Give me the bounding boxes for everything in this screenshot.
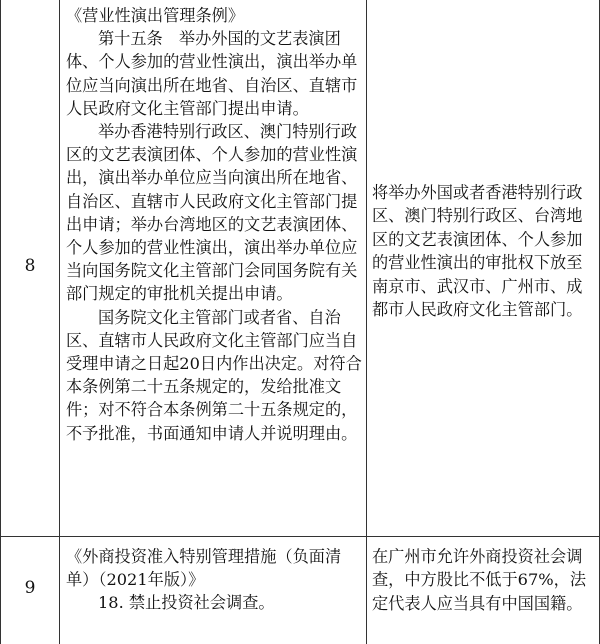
column-divider-2 <box>366 0 367 644</box>
law-paragraph: 举办香港特别行政区、澳门特别行政区的文艺表演团体、个人参加的营业性演出，演出举办单位应当向演出所在地省、自治区、直辖市人民政府文化主管部门提出申请；举办台湾地区的文艺表演团体、个人参加的营业性演出，演出举办单位应当向国务院文化主管部门会同国务院有关部门规定的审批机关提出申请。 <box>66 122 358 304</box>
law-title: 《营业性演出管理条例》 <box>66 6 245 25</box>
row-divider <box>0 536 600 537</box>
row-number: 8 <box>24 256 36 276</box>
column-divider-1 <box>59 0 60 644</box>
measure-text: 将举办外国或者香港特别行政区、澳门特别行政区、台湾地区的文艺表演团体、个人参加的营业性演出的审批权下放至南京市、武汉市、广州市、成都市人民政府文化主管部门。 <box>372 183 583 320</box>
row-number: 9 <box>24 578 36 598</box>
law-text-cell <box>66 4 364 445</box>
measure-cell <box>372 181 596 321</box>
measure-cell <box>372 545 596 615</box>
law-paragraph: 18. 禁止投资社会调查。 <box>98 593 275 613</box>
law-text-cell <box>66 545 364 615</box>
measure-text: 在广州市允许外商投资社会调查，中方股比不低于67%，法定代表人应当具有中国国籍。 <box>372 547 587 613</box>
law-title: 《外商投资准入特别管理措施（负面清单）（2021年版）》 <box>66 547 342 590</box>
table-border-left <box>0 0 1 644</box>
law-paragraph: 第十五条 举办外国的文艺表演团体、个人参加的营业性演出，演出举办单位应当向演出所在地省、自治区、直辖市人民政府文化主管部门提出申请。 <box>66 29 358 118</box>
law-paragraph: 国务院文化主管部门或者省、自治区、直辖市人民政府文化主管部门应当自受理申请之日起20日内作出决定。对符合本条例第二十五条规定的，发给批准文件；对不符合本条例第二十五条规定的，不予批准，书面通知申请人并说明理由。 <box>66 307 362 443</box>
